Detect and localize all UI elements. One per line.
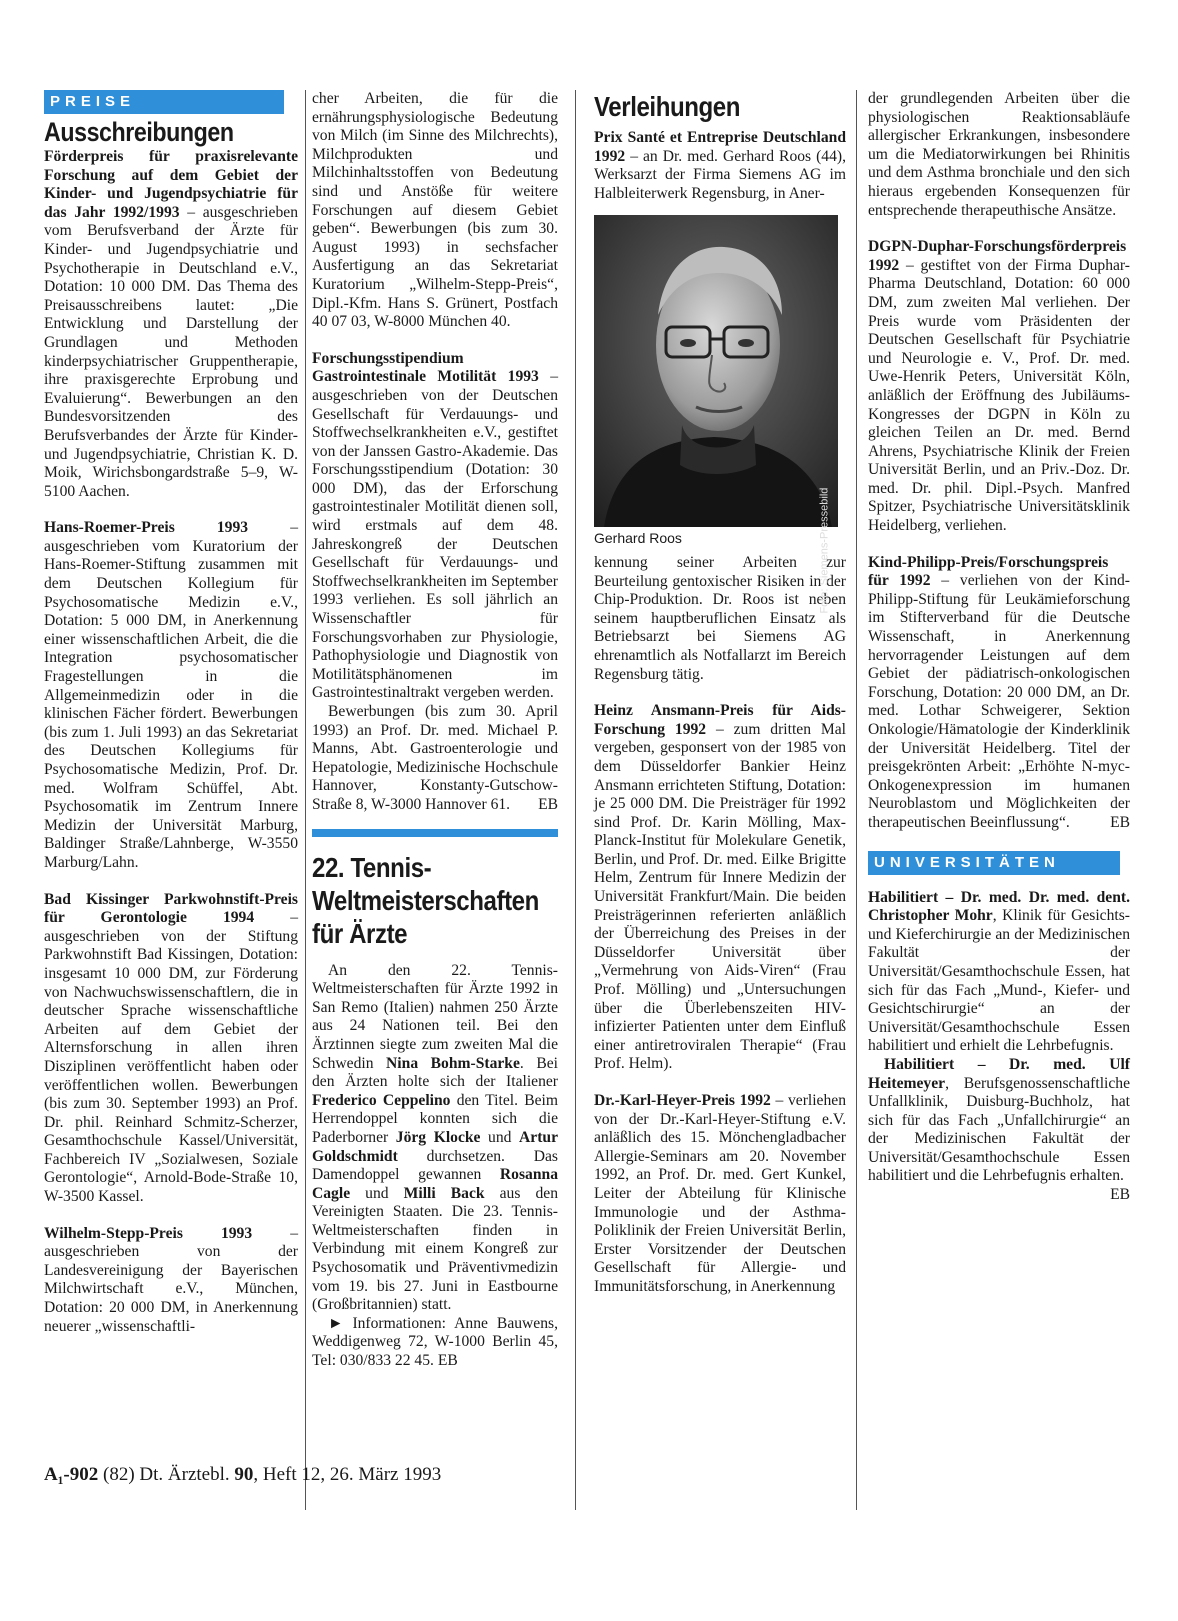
article-prix-sante-cont: kennung seiner Arbeiten zur Beurteilung gentoxischer Risiken in der Chip-Produktion. Dr. Roos ist neben seinem hauptberuflichen Einsatz als Betriebsarzt bei Siemens AG ehrenamtlich als Notfallarzt im Bereich Regensburg tätig. xyxy=(594,553,846,683)
column-rule xyxy=(575,90,576,1510)
photo-caption: Gerhard Roos xyxy=(594,530,682,547)
article-text: An den 22. Tennis-Weltmeisterschaften für Ärzte 1992 in San Remo (Italien) nahmen 250 Ärzte aus 24 Nationen teil. Bei den Ärztinnen siegte zum zweiten Mal die Schwedin xyxy=(312,961,558,1072)
name-bold: Rosanna Cagle xyxy=(312,1166,558,1202)
name-bold: Jörg Klocke xyxy=(395,1128,481,1146)
name-bold: Nina Bohm-Starke xyxy=(386,1054,520,1072)
article-foerderpreis xyxy=(44,148,298,501)
article-text: – gestiftet von der Firma Duphar-Pharma Deutschland, Dotation: 60 000 DM, zum zweiten Mal verliehen. Der Preis wurde vom Präsidenten der Deutschen Gesellschaft für Psychiatrie und Neurologie e. V., Prof. Dr. med. Uwe-Henrik Peters, Universität Köln, anläßlich der Eröffnung des Jubiläums-Kongresses der DGPN in Köln zu gleichen Teilen an Dr. med. Bernd Ahrens, Psychiatrische Klinik der Freien Universität Berlin, und an Priv.-Doz. Dr. med. Dr. phil. Dipl.-Psych. Manfred Spitzer, Psychiatrische Universitätsklinik Heidelberg, verliehen. xyxy=(868,256,1130,535)
article-bad-kissinger xyxy=(44,891,298,1207)
column-rule xyxy=(856,90,857,1510)
footer-volume: 90 xyxy=(234,1464,254,1485)
article-tennis xyxy=(312,962,558,1315)
author-initials: EB xyxy=(538,795,558,813)
article-text: – verliehen von der Kind-Philipp-Stiftung für Leukämieforschung im Stifterverband für die Deutsche Wissenschaft, in Anerkennung hervorragender Leistungen auf dem Gebiet der pädiatrisch-onkologischen Forschung, Dotation: 20 000 DM, an Dr. med. Lothar Schweigerer, Sektion Onkologie/Hämatologie der Kinderklinik der Universität Heidelberg. Titel der preisgekrönten Arbeit: „Erhöhte N-myc-Onkogenexpression im humanen Neuroblastom und Möglichkeiten der therapeutischen Beeinflussung“. xyxy=(868,572,1131,831)
article-text: ► Informationen: Anne Bauwens, Weddigenweg 72, W-1000 Berlin 45, Tel: 030/833 22 45. xyxy=(312,1314,558,1370)
name-bold: Artur Goldschmidt xyxy=(312,1128,559,1165)
section-title-verleihungen: Verleihungen xyxy=(594,91,741,122)
article-dgpn-duphar xyxy=(868,238,1130,536)
article-text: aus den Vereinigten Staaten. Die 23. Tennis-Weltmeisterschaften finden in Verbindung mit einem Kongreß zur Psychosomatik und Präventivmedizin vom 19. bis 27. Juni in Eastbourne (Großbritannien) statt. xyxy=(312,1184,558,1314)
article-text: , Klinik für Gesichts- und Kieferchirurgie an der Medizinischen Fakultät der Universität/Gesamthochschule Essen, hat sich für das Fach „Mund-, Kiefer- und Gesichtschirurgie“ an der Universität/Gesamthochschule Essen habilitiert und erhielt die Lehrbefugnis. xyxy=(868,907,1130,1055)
article-text: – ausgeschrieben von der Landesvereinigung der Bayerischen Milchwirtschaft e.V., München, Dotation: 20 000 DM, in Anerkennung neuerer „wissenschaftli- xyxy=(44,1224,298,1335)
article-text: – ausgeschrieben vom Berufsverband der Ärzte für Kinder- und Jugendpsychiatrie und Psychotherapie in Deutschland e.V., Dotation: 10 000 DM. Das Thema des Preisausschreibens lautet: „Die Entwicklung und Darstellung der Grundlagen und Methoden kinderpsychiatrischer Gruppentherapie, ihre praxisgerechte Erprobung und Evaluierung“. Bewerbungen an den Bundesvorsitzenden des Berufsverbandes der Ärzte für Kinder- und Jugendpsychiatrie, Christian K. D. Moik, Wirichsbongardstraße 5–9, W-5100 Aachen. xyxy=(44,203,298,500)
article-text: – ausgeschrieben vom Kuratorium der Hans-Roemer-Stiftung zusammen mit dem Deutschen Kollegium für Psychosomatische Medizin e.V., Dotation: 5 000 DM, in Anerkennung einer wissenschaftlichen Arbeit, die die Integration psychosomatischer Fragestellungen in die Allgemeinmedizin oder in die klinischen Fächer fördert. Bewerbungen (bis zum 1. Juli 1993) an das Sekretariat des Deutschen Kollegiums für Psychosomatische Medizin, Prof. Dr. med. Wolfram Schüffel, Abt. Psychosomatik im Zentrum Innere Medizin der Universität Marburg, Baldinger Straße/Lahnberge, W-3550 Marburg/Lahn. xyxy=(44,519,298,871)
column-3 xyxy=(594,90,846,1297)
name-bold: Frederico Ceppelino xyxy=(312,1091,451,1109)
article-heading: Habilitiert – Dr. med. Ulf Heitemeyer xyxy=(868,1055,1130,1092)
article-text: den Titel. Beim Herrendoppel konnten sich die Paderborner xyxy=(312,1091,558,1146)
article-heading: DGPN-Duphar-Forschungsförderpreis 1992 xyxy=(868,238,1127,274)
footer-issue: , Heft 12, 26. März 1993 xyxy=(253,1464,442,1485)
article-forschungsstipendium xyxy=(312,350,558,703)
page-code: A₁-902 xyxy=(44,1464,99,1485)
tennis-title-line-3: für Ärzte xyxy=(312,917,408,949)
article-tennis-info xyxy=(312,1315,558,1371)
section-divider-bar xyxy=(312,829,558,837)
column-2 xyxy=(312,90,558,1371)
article-wilhelm-stepp-cont: cher Arbeiten, die für die ernährungsphysiologische Bedeutung von Milch (im Sinne des Milchrechts), Milchprodukten und Milchinhaltsstoffen von Bedeutung sind und Anstöße für weitere Forschungen auf diesem Gebiet geben“. Bewerbungen (bis zum 30. August 1993) in sechsfacher Ausfertigung an das Sekretariat Kuratorium „Wilhelm-Stepp-Preis“, Dipl.-Kfm. Hans S. Grünert, Postfach 40 07 03, W-8000 München 40. xyxy=(312,90,558,331)
article-text: – ausgeschrieben von der Deutschen Gesellschaft für Verdauungs- und Stoffwechselkrankheiten e.V., gestiftet von der Janssen Gastro-Akademie. Das Forschungsstipendium (Dotation: 30 000 DM), das der Erforschung gastrointestinaler Motilität dienen soll, wird erstmals auf dem 48. Jahreskongreß der Deutschen Gesellschaft für Verdauungs- und Stoffwechselkrankheiten im September 1993 verliehen. Es soll jährlich an Wissenschaftler für Forschungsvorhaben zur Physiologie, Pathophysiologie und Diagnostik von Motilitätsphänomenen im Gastrointestinaltrakt vergeben werden. xyxy=(312,368,558,702)
author-initials: EB xyxy=(1110,1186,1130,1204)
section-title-ausschreibungen: Ausschreibungen xyxy=(44,117,234,147)
column-1 xyxy=(44,90,298,1336)
article-text: durchsetzen. Das Damendoppel gewannen xyxy=(312,1147,558,1184)
tennis-title-line-1: 22. Tennis- xyxy=(312,851,432,883)
article-hans-roemer xyxy=(44,519,298,872)
name-bold: Milli Back xyxy=(403,1184,485,1202)
photo-credit: Foto: Siemens-Pressebild xyxy=(818,487,831,614)
article-text: – an Dr. med. Gerhard Roos (44), Werksarzt der Firma Siemens AG im Halbleiterwerk Regensburg, in Aner- xyxy=(594,147,846,202)
portrait-image xyxy=(594,215,838,527)
article-text: und xyxy=(480,1128,520,1146)
article-prix-sante xyxy=(594,129,846,203)
article-text: , Berufsgenossenschaftliche Unfallklinik, Duisburg-Buchholz, hat sich für das Fach „Unfallchirurgie“ an der Medizinischen Fakultät der Universität/Gesamthochschule Essen habilitiert und die Lehrbefugnis erhalten. xyxy=(868,1074,1130,1185)
article-wilhelm-stepp xyxy=(44,1225,298,1337)
article-heading: Habilitiert – Dr. med. Dr. med. dent. Christopher Mohr xyxy=(868,888,1130,925)
column-rule xyxy=(305,90,306,1510)
article-forschungsstipendium-apply xyxy=(312,703,558,815)
article-heading: Hans-Roemer-Preis 1993 xyxy=(44,519,249,537)
article-heading: Kind-Philipp-Preis/Forschungspreis für 1992 xyxy=(868,553,1109,590)
article-heading: Heinz Ansmann-Preis für Aids-Forschung 1992 xyxy=(594,702,846,738)
footer-citation: (82) Dt. Ärztebl. xyxy=(98,1464,235,1485)
tennis-title-line-2: Weltmeisterschaften xyxy=(312,884,539,916)
article-habilitiert-heitemeyer xyxy=(868,1055,1130,1204)
article-heading: Bad Kissinger Parkwohnstift-Preis für Gerontologie 1994 xyxy=(44,890,298,927)
article-text: – zum dritten Mal vergeben, gesponsert von der 1985 von dem Düsseldorfer Bankier Heinz Ansmann errichteten Stiftung, Dotation: je 25 000 DM. Die Preisträger für 1992 sind Prof. Dr. Karin Mölling, Max-Planck-Institut für Molekulare Genetik, Berlin, und Prof. Dr. med. Eilke Brigitte Helm, Zentrum für Innere Medizin der Universität Frankfurt/Main. Die beiden Preisträgerinnen referierten anläßlich der Überreichung des Preises in der Düsseldorfer Universität über „Vermehrung von Aids-Viren“ (Frau Prof. Mölling) und „Untersuchungen über die Überlebenszeiten HIV-infizierter Patienten unter dem Einfluß einer antiretroviralen Therapie“ (Frau Prof. Helm). xyxy=(594,720,846,1073)
article-heading: Forschungsstipendium Gastrointestinale Motilität 1993 xyxy=(312,349,539,386)
article-heading: Dr.-Karl-Heyer-Preis 1992 xyxy=(594,1092,771,1109)
article-karl-heyer xyxy=(594,1092,846,1297)
article-text: und xyxy=(350,1184,404,1202)
author-initials: EB xyxy=(1110,813,1130,831)
article-text: Bewerbungen (bis zum 30. April 1993) an Prof. Dr. med. Michael P. Manns, Abt. Gastroenterologie und Hepatologie, Medizinische Hochschule Hannover, Konstanty-Gutschow-Straße 8, W-3000 Hannover 61. xyxy=(312,703,558,813)
author-initials: EB xyxy=(437,1352,458,1370)
article-text: . Bei den Ärzten holte sich der Italiener xyxy=(312,1054,558,1091)
article-habilitiert-mohr xyxy=(868,889,1130,1056)
section-label-universitaeten: UNIVERSITÄTEN xyxy=(868,851,1120,875)
article-heading: Prix Santé et Entreprise Deutschland 1992 xyxy=(594,129,846,165)
article-heinz-ansmann xyxy=(594,702,846,1074)
article-karl-heyer-cont: der grundlegenden Arbeiten über die physiologischen Reaktionsabläufe allergischer Erkrankungen, insbesondere um die Mediatorwirkungen bei Rhinitis und dem Asthma bronchiale und den sich hieraus ergebenden Konsequenzen für entsprechende therapeuthische Ansätze. xyxy=(868,90,1130,219)
article-heading: Förderpreis für praxisrelevante Forschung auf dem Gebiet der Kinder- und Jugendpsychiatrie für das Jahr 1992/1993 xyxy=(44,148,298,221)
article-text: – verliehen von der Dr.-Karl-Heyer-Stiftung e.V. anläßlich des 15. Mönchengladbacher Allergie-Seminars am 20. November 1992, an Prof. Dr. med. Gert Kunkel, Leiter der Abteilung für Klinische Immunologie und der Asthma-Poliklinik der Freien Universität Berlin, Erster Vorsitzender der Deutschen Gesellschaft für Allergie- und Immunitätsforschung, in Anerkennung xyxy=(594,1092,846,1295)
article-text: – ausgeschrieben von der Stiftung Parkwohnstift Bad Kissingen, Dotation: insgesamt 10 000 DM, zur Förderung von Nachwuchswissenschaftlern, die in deutscher Sprache wissenschaftliche Arbeiten auf dem Gebiet der Alternsforschung in allen ihren Disziplinen veröffentlicht haben oder veröffentlichen wollen. Bewerbungen (bis zum 30. September 1993) an Prof. Dr. phil. Reinhard Schmitz-Scherzer, Gesamthochschule Kassel/Universität, Fachbereich IV „Sozialwesen, Soziale Gerontologie“, Arnold-Bode-Straße 10, W-3500 Kassel. xyxy=(44,909,298,1206)
page-footer xyxy=(44,1464,441,1486)
article-heading: Wilhelm-Stepp-Preis 1993 xyxy=(44,1224,253,1242)
section-label-preise: PREISE xyxy=(44,90,284,114)
article-kind-philipp xyxy=(868,554,1130,833)
column-4 xyxy=(868,90,1130,1205)
